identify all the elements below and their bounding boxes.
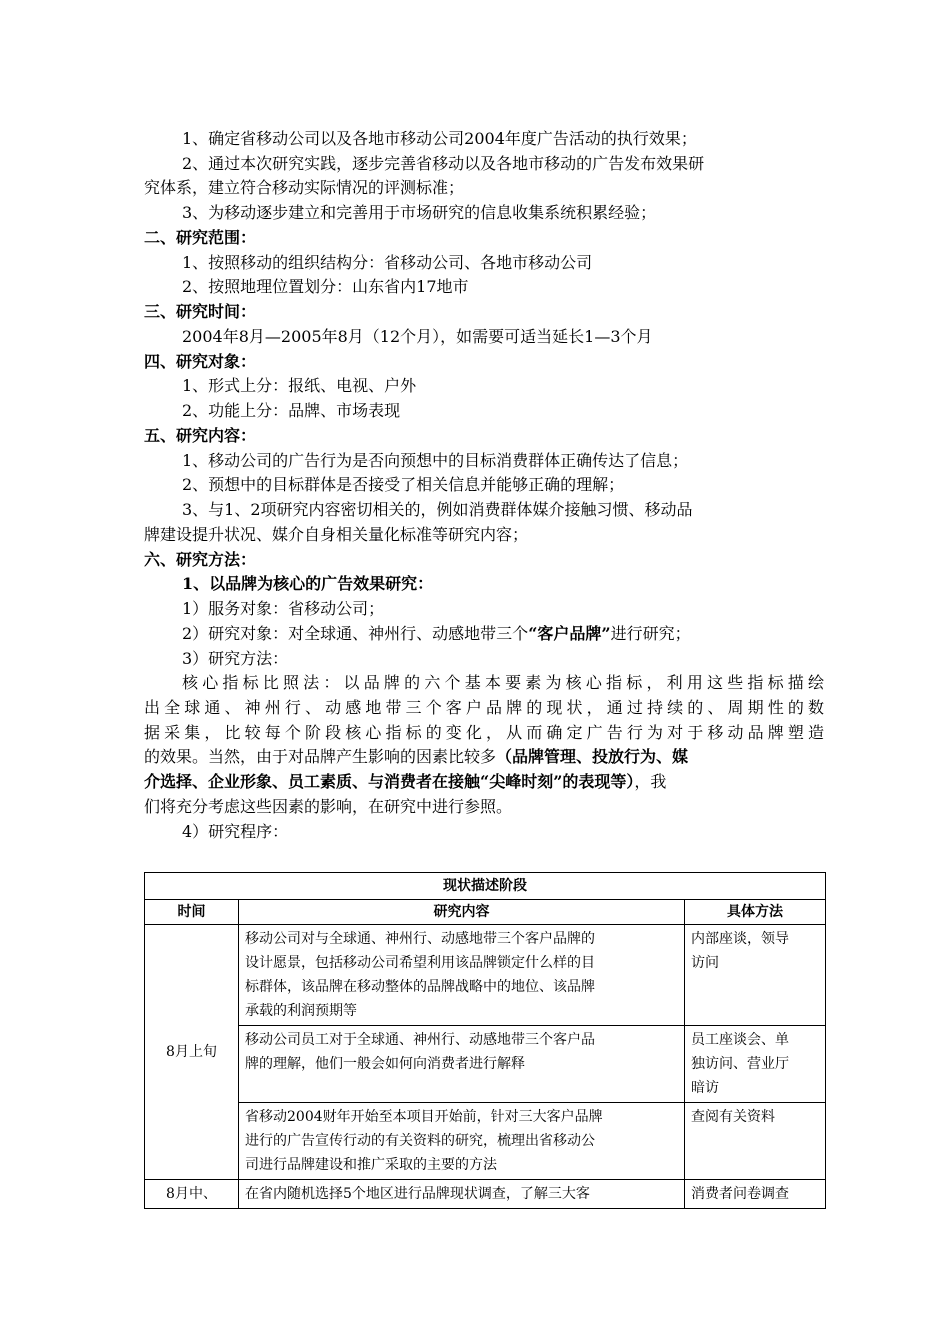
cell-line: 进行的广告宣传行动的有关资料的研究，梳理出省移动公 bbox=[245, 1133, 595, 1149]
research-target-text: 2）研究对象：对全球通、神州行、动感地带三个 bbox=[182, 624, 529, 643]
time-item-1: 2004年8月—2005年8月（12个月），如需要可适当延长1—3个月 bbox=[182, 327, 653, 346]
method-paragraph-line-4 bbox=[144, 745, 824, 769]
research-target-tail: 进行研究； bbox=[610, 624, 691, 643]
cell-line: 移动公司员工对于全球通、神州行、动感地带三个客户品 bbox=[245, 1032, 595, 1048]
goal-1: 1、确定省移动公司以及各地市移动公司2004年度广告活动的执行效果； bbox=[182, 129, 697, 148]
method-subheading: 1、以品牌为核心的广告效果研究： bbox=[182, 574, 434, 593]
cell-line: 移动公司对与全球通、神州行、动感地带三个客户品牌的 bbox=[245, 931, 595, 947]
section-heading-object: 四、研究对象： bbox=[144, 352, 257, 371]
method-paragraph-line-5 bbox=[144, 770, 824, 794]
cell-line: 员工座谈会、单 bbox=[691, 1032, 789, 1048]
content-cell bbox=[239, 1026, 685, 1103]
header-method: 具体方法 bbox=[685, 900, 826, 925]
cell-line: 消费者问卷调查 bbox=[691, 1186, 789, 1202]
cell-line: 牌的理解，他们一般会如何向消费者进行解释 bbox=[245, 1056, 525, 1072]
section-heading-scope: 二、研究范围： bbox=[144, 228, 257, 247]
method-paragraph-line-6: 们将充分考虑这些因素的影响，在研究中进行参照。 bbox=[144, 797, 513, 816]
method-cell bbox=[685, 1026, 826, 1103]
procedure-table bbox=[144, 872, 826, 1209]
table-title-row bbox=[145, 873, 826, 900]
method-service-target: 1）服务对象：省移动公司； bbox=[182, 599, 385, 618]
cell-line: 在省内随机选择5个地区进行品牌现状调查，了解三大客 bbox=[245, 1186, 590, 1202]
paragraph-line-5-tail: ，我 bbox=[634, 772, 667, 791]
goal-2-cont: 究体系，建立符合移动实际情况的评测标准； bbox=[144, 178, 465, 197]
table-row bbox=[145, 1026, 826, 1103]
paragraph-line-5-bold: 介选择、企业形象、员工素质、与消费者在接触“尖峰时刻”的表现等） bbox=[144, 772, 635, 791]
header-time: 时间 bbox=[145, 900, 239, 925]
time-cell: 8月中、 bbox=[145, 1180, 239, 1209]
cell-line: 独访问、营业厅 bbox=[691, 1056, 789, 1072]
goal-2: 2、通过本次研究实践，逐步完善省移动以及各地市移动的广告发布效果研 bbox=[182, 154, 705, 173]
table-row bbox=[145, 1180, 826, 1209]
cell-line: 内部座谈，领导 bbox=[691, 931, 789, 947]
cell-line: 设计愿景，包括移动公司希望利用该品牌锁定什么样的目 bbox=[245, 955, 595, 971]
section-heading-time: 三、研究时间： bbox=[144, 302, 257, 321]
content-item-3-cont: 牌建设提升状况、媒介自身相关量化标准等研究内容； bbox=[144, 525, 529, 544]
section-heading-content: 五、研究内容： bbox=[144, 426, 257, 445]
cell-line: 暗访 bbox=[691, 1080, 719, 1096]
research-target-bold: “客户品牌” bbox=[528, 624, 611, 643]
scope-item-2: 2、按照地理位置划分：山东省内17地市 bbox=[182, 277, 469, 296]
method-paragraph-line-3: 据采集，比较每个阶段核心指标的变化，从而确定广告行为对于移动品牌塑造 bbox=[144, 723, 824, 742]
table-header-row bbox=[145, 900, 826, 925]
cell-line: 标群体，该品牌在移动整体的品牌战略中的地位、该品牌 bbox=[245, 979, 595, 995]
content-item-3: 3、与1、2项研究内容密切相关的，例如消费群体媒介接触习惯、移动品 bbox=[182, 500, 693, 519]
object-item-1: 1、形式上分：报纸、电视、户外 bbox=[182, 376, 417, 395]
cell-line: 查阅有关资料 bbox=[691, 1109, 775, 1125]
method-research-method: 3）研究方法： bbox=[182, 649, 289, 668]
method-paragraph-line-2: 出全球通、神州行、动感地带三个客户品牌的现状，通过持续的、周期性的数 bbox=[144, 698, 824, 717]
content-cell bbox=[239, 1180, 685, 1209]
table-row bbox=[145, 1103, 826, 1180]
method-research-target bbox=[182, 622, 824, 646]
method-paragraph-line-1: 核心指标比照法：以品牌的六个基本要素为核心指标，利用这些指标描绘 bbox=[182, 673, 824, 692]
content-cell bbox=[239, 925, 685, 1026]
table-title: 现状描述阶段 bbox=[145, 873, 826, 900]
section-heading-method: 六、研究方法： bbox=[144, 550, 257, 569]
method-cell bbox=[685, 1103, 826, 1180]
goal-3: 3、为移动逐步建立和完善用于市场研究的信息收集系统积累经验； bbox=[182, 203, 657, 222]
time-cell: 8月上旬 bbox=[145, 925, 239, 1180]
table-row bbox=[145, 925, 826, 1026]
cell-line: 访问 bbox=[691, 955, 719, 971]
paragraph-line-4-bold: （品牌管理、投放行为、媒 bbox=[496, 747, 689, 766]
cell-line: 承载的利润预期等 bbox=[245, 1003, 357, 1019]
cell-line: 省移动2004财年开始至本项目开始前，针对三大客户品牌 bbox=[245, 1109, 603, 1125]
object-item-2: 2、功能上分：品牌、市场表现 bbox=[182, 401, 401, 420]
content-item-2: 2、预想中的目标群体是否接受了相关信息并能够正确的理解； bbox=[182, 475, 625, 494]
content-item-1: 1、移动公司的广告行为是否向预想中的目标消费群体正确传达了信息； bbox=[182, 451, 689, 470]
cell-line: 司进行品牌建设和推广采取的主要的方法 bbox=[245, 1157, 497, 1173]
header-content: 研究内容 bbox=[239, 900, 685, 925]
content-cell bbox=[239, 1103, 685, 1180]
method-cell bbox=[685, 925, 826, 1026]
paragraph-line-4-text: 的效果。当然，由于对品牌产生影响的因素比较多 bbox=[144, 747, 497, 766]
method-cell bbox=[685, 1180, 826, 1209]
method-procedure: 4）研究程序： bbox=[182, 822, 289, 841]
scope-item-1: 1、按照移动的组织结构分：省移动公司、各地市移动公司 bbox=[182, 253, 593, 272]
